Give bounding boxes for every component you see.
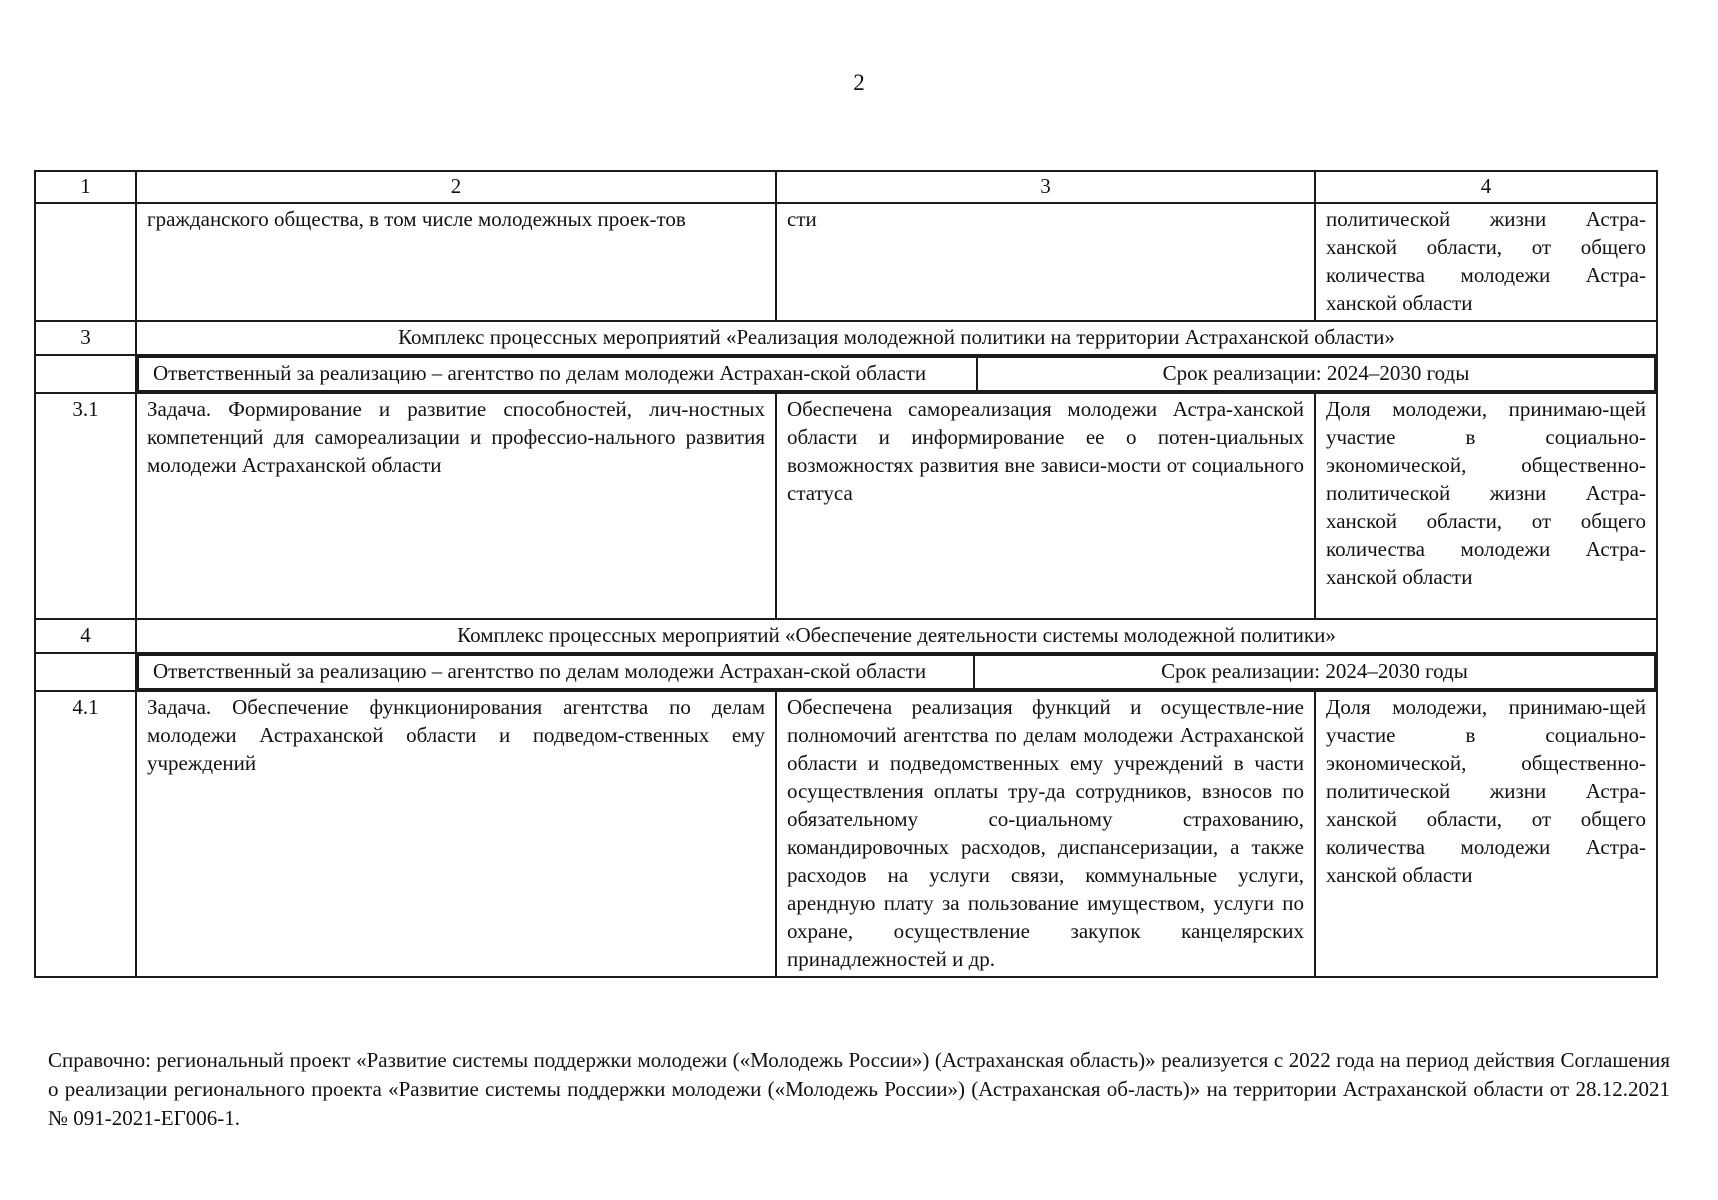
header-col-2: 2	[136, 171, 776, 203]
table-header-row	[35, 171, 1657, 203]
section-4-meta-row	[35, 653, 1657, 691]
section-3-title: Комплекс процессных мероприятий «Реализация молодежной политики на территории Астраханской области»	[136, 321, 1657, 355]
row-4-1-indicator: Доля молодежи, принимаю-щей участие в социально-экономической, общественно-политической жизни Астра-ханской области, от общего количества молодежи Астра-ханской области	[1315, 691, 1657, 977]
section-3-number: 3	[35, 321, 136, 355]
cell-task: гражданского общества, в том числе молодежных проек-тов	[136, 203, 776, 321]
table-row-continuation	[35, 203, 1657, 321]
section-4-title: Комплекс процессных мероприятий «Обеспечение деятельности системы молодежной политики»	[136, 619, 1657, 653]
section-4-meta	[136, 653, 1657, 691]
section-3-title-row	[35, 321, 1657, 355]
row-3-1-number: 3.1	[35, 393, 136, 619]
table-row-4-1	[35, 691, 1657, 977]
section-4-term: Срок реализации: 2024–2030 годы	[974, 655, 1655, 689]
row-3-1-task: Задача. Формирование и развитие способностей, лич-ностных компетенций для самореализации и профессио-нального развития молодежи Астраханской области	[136, 393, 776, 619]
section-3-meta-row	[35, 355, 1657, 393]
row-4-1-result: Обеспечена реализация функций и осуществле-ние полномочий агентства по делам молодежи Астраханской области и подведомственных ему учреждений в части осуществления оплаты тру-да сотрудников, взносов по обязательному со-циальному страхованию, командировочных расходов, диспансеризации, а также расходов на услуги связи, коммунальные услуги, арендную плату за пользование имуществом, услуги по охране, осуществление закупок канцелярских принадлежностей и др.	[776, 691, 1315, 977]
cell-num	[35, 653, 136, 691]
row-4-1-task: Задача. Обеспечение функционирования агентства по делам молодежи Астраханской области и подведом-ственных ему учреждений	[136, 691, 776, 977]
reference-note: Справочно: региональный проект «Развитие системы поддержки молодежи («Молодежь России») (Астраханская область)» реализуется с 2022 года на период действия Соглашения о реализации регионального проекта «Развитие системы поддержки молодежи («Молодежь России») (Астраханская об-ласть)» на территории Астраханской области от 28.12.2021 № 091-2021-ЕГ006-1.	[48, 1048, 1670, 1130]
section-4-number: 4	[35, 619, 136, 653]
cell-num	[35, 355, 136, 393]
cell-result: сти	[776, 203, 1315, 321]
header-col-3: 3	[776, 171, 1315, 203]
row-3-1-indicator: Доля молодежи, принимаю-щей участие в социально-экономической, общественно-политической жизни Астра-ханской области, от общего количества молодежи Астра-ханской области	[1315, 393, 1657, 619]
section-4-responsible: Ответственный за реализацию – агентство по делам молодежи Астрахан-ской области	[138, 655, 974, 689]
section-3-responsible: Ответственный за реализацию – агентство по делам молодежи Астрахан-ской области	[138, 357, 977, 391]
row-3-1-result: Обеспечена самореализация молодежи Астра-ханской области и информирование ее о потен-циальных возможностях развития вне зависи-мости от социального статуса	[776, 393, 1315, 619]
section-3-meta	[136, 355, 1657, 393]
cell-num	[35, 203, 136, 321]
table-row-3-1	[35, 393, 1657, 619]
section-4-title-row	[35, 619, 1657, 653]
section-3-term: Срок реализации: 2024–2030 годы	[977, 357, 1655, 391]
row-4-1-number: 4.1	[35, 691, 136, 977]
measures-table	[34, 170, 1658, 978]
header-col-1: 1	[35, 171, 136, 203]
header-col-4: 4	[1315, 171, 1657, 203]
cell-indicator: политической жизни Астра-ханской области, от общего количества молодежи Астра-ханской области	[1315, 203, 1657, 321]
page-number: 2	[853, 70, 865, 95]
